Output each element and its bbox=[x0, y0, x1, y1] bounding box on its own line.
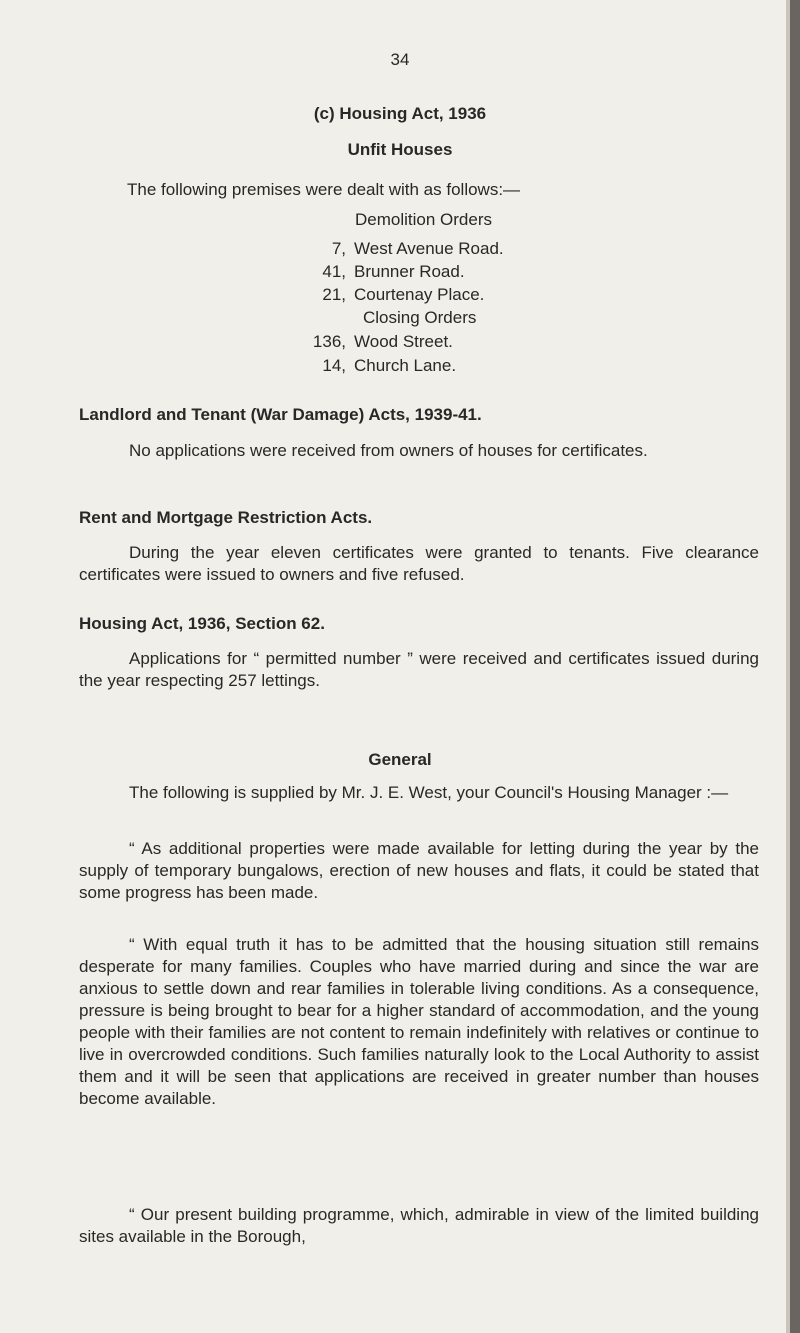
house-number: 41, bbox=[322, 262, 346, 281]
address: West Avenue Road. bbox=[354, 239, 504, 258]
general-paragraph-2 bbox=[79, 934, 759, 1110]
paragraph-text: “ Our present building programme, which, admirable in view of the limited building sites available in the Borough, bbox=[79, 1205, 759, 1246]
address: Courtenay Place. bbox=[354, 285, 485, 304]
house-number: 136, bbox=[312, 332, 346, 351]
general-paragraph-1 bbox=[79, 838, 759, 904]
intro-text: The following premises were dealt with as follows:— bbox=[127, 180, 521, 199]
section62-heading: Housing Act, 1936, Section 62. bbox=[79, 614, 325, 633]
paragraph-text: The following is supplied by Mr. J. E. West, your Council's Housing Manager :— bbox=[129, 783, 729, 802]
rent-heading: Rent and Mortgage Restriction Acts. bbox=[79, 508, 373, 527]
general-heading: General bbox=[368, 750, 432, 769]
house-number: 7, bbox=[331, 239, 346, 258]
closing-heading: Closing Orders bbox=[363, 308, 477, 327]
house-number: 21, bbox=[322, 285, 346, 304]
list-item bbox=[310, 285, 484, 305]
paragraph-text: During the year eleven certificates were granted to tenants. Five clearance certificates were issued to owners and five refused. bbox=[79, 543, 759, 584]
landlord-heading: Landlord and Tenant (War Damage) Acts, 1939-41. bbox=[79, 405, 482, 424]
landlord-paragraph bbox=[79, 440, 759, 462]
list-item bbox=[310, 262, 465, 282]
list-item bbox=[310, 332, 453, 352]
page-number: 34 bbox=[390, 50, 410, 69]
paragraph-text: Applications for “ permitted number ” were received and certificates issued during the year respecting 257 lettings. bbox=[79, 649, 759, 690]
paragraph-text: No applications were received from owners of houses for certificates. bbox=[129, 441, 648, 460]
general-paragraph-3 bbox=[79, 1204, 759, 1248]
paragraph-text: “ With equal truth it has to be admitted that the housing situation still remains desperate for many families. Couples who have married during and since the war are anxious to settle down and rear families in tolerable living conditions. As a consequence, pressure is being brought to bear for a higher standard of accommodation, and the young people with their families are not content to remain indefinitely with relatives or continue to live in overcrowded conditions. Such families naturally look to the Local Authority to assist them and it will be seen that applications are received in greater number than houses become available. bbox=[79, 935, 759, 1108]
paragraph-text: “ As additional properties were made available for letting during the year by the supply of temporary bungalows, erection of new houses and flats, it could be stated that some progress has been made. bbox=[79, 839, 759, 902]
general-intro bbox=[79, 782, 759, 804]
section62-paragraph bbox=[79, 648, 759, 692]
list-item bbox=[310, 356, 456, 376]
page-edge bbox=[790, 0, 800, 1333]
section-title: (c) Housing Act, 1936 bbox=[313, 104, 487, 123]
subtitle: Unfit Houses bbox=[347, 140, 453, 159]
page-edge-shadow bbox=[786, 0, 790, 1333]
list-item bbox=[310, 239, 504, 259]
address: Church Lane. bbox=[354, 356, 457, 375]
address: Brunner Road. bbox=[354, 262, 465, 281]
rent-paragraph bbox=[79, 542, 759, 586]
demolition-heading: Demolition Orders bbox=[355, 210, 492, 229]
house-number: 14, bbox=[322, 356, 346, 375]
address: Wood Street. bbox=[354, 332, 453, 351]
